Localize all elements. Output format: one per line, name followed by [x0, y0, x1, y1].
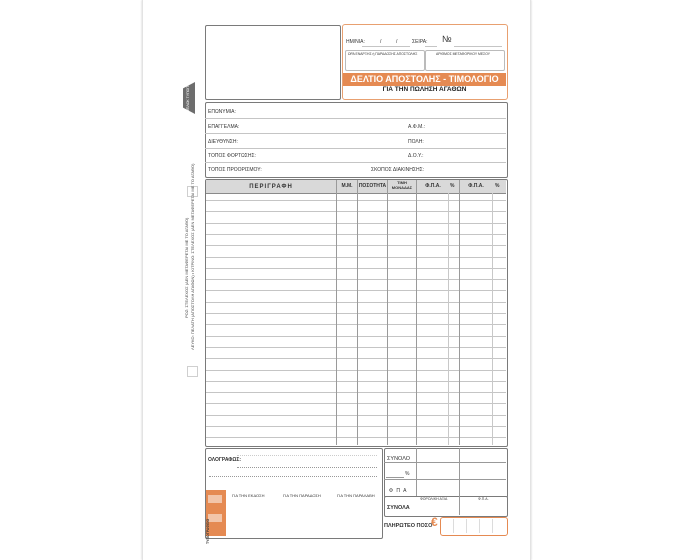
- date-label: ΗΜ/ΝΙΑ:: [346, 39, 365, 45]
- col-header-price-line1: ΤΙΜΗ: [397, 180, 407, 185]
- table-row[interactable]: [206, 324, 506, 325]
- euro-icon: €: [431, 515, 438, 529]
- table-row[interactable]: [206, 279, 506, 280]
- table-row[interactable]: [206, 392, 506, 393]
- in-words-field[interactable]: [237, 455, 377, 468]
- address-field[interactable]: [205, 148, 506, 149]
- table-row[interactable]: [206, 403, 506, 404]
- customer-name-field[interactable]: [205, 118, 506, 119]
- logo-box[interactable]: [205, 25, 341, 100]
- punch-mark-bottom: [187, 366, 198, 377]
- col-header-vat-2: Φ.Π.Α.: [468, 183, 484, 189]
- table-row[interactable]: [206, 302, 506, 303]
- payable-cell-divider: [453, 519, 454, 533]
- table-row[interactable]: [206, 245, 506, 246]
- document-subtitle: ΓΙΑ ΤΗΝ ΠΩΛΗΣΗ ΑΓΑΘΩΝ: [382, 86, 467, 93]
- side-copy-note-1: ΡΟΖ: ΣΤΕΛΕΧΟΣ (ΔΕΝ ΜΕΤΑΦΕΡΕΤΑΙ ΜΕ ΤΟ ΑΓΑΘΟ): [184, 217, 189, 318]
- col-header-vat-pct-2: %: [495, 183, 500, 189]
- col-divider-5: [448, 193, 449, 445]
- document-title: ΔΕΛΤΙΟ ΑΠΟΣΤΟΛΗΣ - ΤΙΜΟΛΟΓΙΟ: [343, 73, 506, 86]
- in-words-label: ΟΛΟΓΡΑΦΩΣ:: [208, 457, 242, 463]
- table-row[interactable]: [206, 358, 506, 359]
- loading-place-label: ΤΟΠΟΣ ΦΟΡΤΩΣΗΣ:: [208, 153, 256, 159]
- col-divider-3: [387, 180, 388, 445]
- table-row[interactable]: [206, 223, 506, 224]
- customer-name-label: ΕΠΩΝΥΜΙΑ:: [208, 109, 236, 115]
- date-sep-1: /: [380, 39, 382, 45]
- col-header-vat-1: Φ.Π.Α.: [425, 183, 441, 189]
- grand-totals-divider: [459, 496, 460, 515]
- table-row[interactable]: [206, 437, 506, 438]
- publisher-mark: ΤΥΠΟΓΡΑΦΕΙΟ: [206, 518, 210, 544]
- number-field[interactable]: [454, 46, 502, 47]
- signature-strip-mark-1: [208, 495, 222, 503]
- series-field[interactable]: [425, 46, 437, 47]
- series-label: ΣΕΙΡΑ:: [412, 39, 428, 45]
- sig-delivery-label: ΓΙΑ ΤΗΝ ΠΑΡΑΔΟΣΗ: [283, 493, 321, 498]
- loading-place-field[interactable]: [205, 162, 506, 163]
- date-field[interactable]: [362, 46, 410, 47]
- sig-receipt-label: ΓΙΑ ΤΗΝ ΠΑΡΑΛΑΒΗ: [337, 493, 375, 498]
- table-row[interactable]: [206, 336, 506, 337]
- taxable-value-label: ΦΟΡΟΛ/ΚΗ ΑΞΙΑ: [420, 497, 448, 501]
- vehicle-label: ΑΡΙΘΜΟΣ ΜΕΤΑΦΟΡΙΚΟΥ ΜΕΣΟΥ: [436, 52, 491, 56]
- payable-amount-box[interactable]: [440, 517, 508, 536]
- dispatch-time-label: ΩΡΑ ΕΝΑΡΞΗΣ ή ΠΑΡΑΔΟΣΗΣ ΑΠΟΣΤΟΛΗΣ: [348, 52, 418, 56]
- table-row[interactable]: [206, 370, 506, 371]
- table-row[interactable]: [206, 234, 506, 235]
- profession-field[interactable]: [205, 133, 506, 134]
- payable-label: ΠΛΗΡΩΤΕΟ ΠΟΣΟ: [384, 523, 433, 529]
- table-row[interactable]: [206, 290, 506, 291]
- percent-field[interactable]: [386, 477, 404, 478]
- destination-label: ΤΟΠΟΣ ΠΡΟΟΡΙΣΜΟΥ:: [208, 167, 262, 173]
- table-row[interactable]: [206, 347, 506, 348]
- col-header-vat-pct-1: %: [450, 183, 455, 189]
- profession-label: ΕΠΑΓΓΕΛΜΑ:: [208, 124, 240, 130]
- table-row[interactable]: [206, 426, 506, 427]
- table-row[interactable]: [206, 415, 506, 416]
- side-tab-label: ΜΠΛΟΚ ΤΥΠΟΠ.: [186, 85, 190, 112]
- in-words-field-2[interactable]: [209, 476, 377, 477]
- col-divider-1: [336, 180, 337, 445]
- percent-label: %: [405, 471, 410, 477]
- doy-label: Δ.Ο.Υ.:: [408, 153, 424, 159]
- side-copy-note-2: ΛΕΥΚΟ: ΠΕΛΑΤΗ (ΑΠΟΣΤΟΛΗ ΑΓΑΘΩΝ) • ΚΙΤΡΙΝΟ: ΣΤΕΛΕΧΟΣ (ΔΕΝ ΜΕΤΑΦΕΡΕΤΑΙ ΜΕ ΤΟ ΑΓΑΘΟ): [190, 163, 195, 350]
- col-header-quantity: ΠΟΣΟΤΗΤΑ: [358, 183, 387, 189]
- col-header-price-line2: ΜΟΝΑΔΑΣ: [391, 185, 413, 190]
- address-label: ΔΙΕΥΘΥΝΣΗ:: [208, 139, 238, 145]
- col-divider-2: [357, 180, 358, 445]
- payable-cell-divider: [479, 519, 480, 533]
- date-sep-2: /: [396, 39, 398, 45]
- total-label: ΣΥΝΟΛΟ: [387, 456, 411, 462]
- vat-label: Φ Π Α: [389, 488, 408, 494]
- col-divider-4: [416, 180, 417, 445]
- afm-label: Α.Φ.Μ.:: [408, 124, 426, 130]
- col-divider-7: [492, 193, 493, 445]
- table-row[interactable]: [206, 200, 506, 201]
- table-row[interactable]: [206, 381, 506, 382]
- payable-cell-divider: [492, 519, 493, 533]
- totals-divider-2: [459, 448, 460, 496]
- col-header-description: ΠΕΡΙΓΡΑΦΗ: [249, 184, 293, 190]
- totals-row-line-2: [384, 479, 506, 480]
- table-row[interactable]: [206, 257, 506, 258]
- table-row[interactable]: [206, 211, 506, 212]
- sig-issue-label: ΓΙΑ ΤΗΝ ΕΚΔΟΣΗ: [232, 493, 265, 498]
- col-header-unit: Μ.Μ.: [341, 183, 353, 189]
- city-label: ΠΟΛΗ:: [408, 139, 424, 145]
- purpose-label: ΣΚΟΠΟΣ ΔΙΑΚΙΝΗΣΗΣ:: [371, 167, 425, 173]
- payable-cell-divider: [466, 519, 467, 533]
- vat-small-label: Φ.Π.Α.: [478, 497, 489, 501]
- totals-divider-1: [416, 448, 417, 496]
- grand-total-label: ΣΥΝΟΛΑ: [387, 505, 410, 511]
- col-divider-6: [459, 180, 460, 445]
- table-row[interactable]: [206, 268, 506, 269]
- table-row[interactable]: [206, 313, 506, 314]
- number-label: №: [442, 34, 452, 44]
